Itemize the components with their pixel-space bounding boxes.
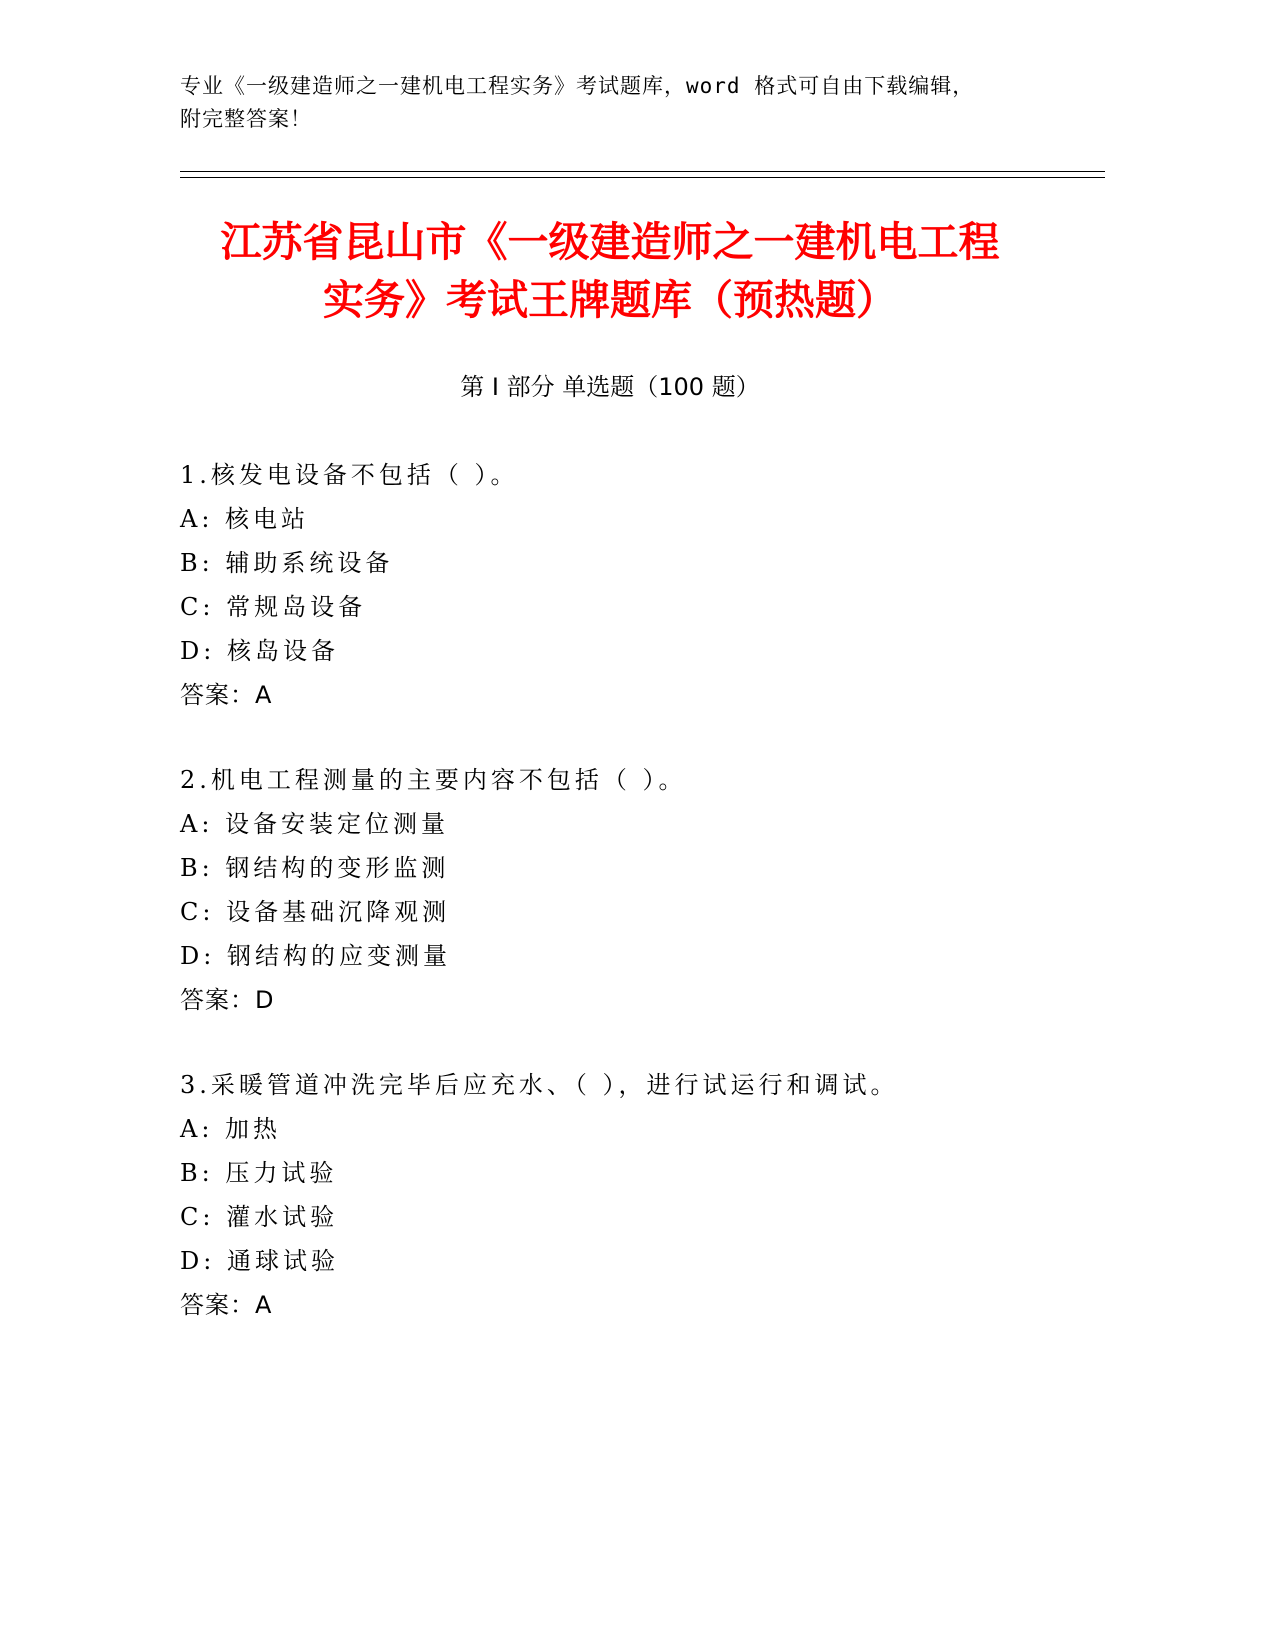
document-title <box>160 213 1060 329</box>
question-stem: 1.核发电设备不包括（ ）。 <box>180 461 519 489</box>
header-note-line-2: 附完整答案！ <box>180 107 312 131</box>
header-divider-bottom <box>180 177 1105 178</box>
question-block <box>180 453 1080 717</box>
answer-label: 答案：D <box>180 986 275 1014</box>
option-a: A: 核电站 <box>180 505 310 533</box>
header-divider-top <box>180 171 1105 172</box>
answer-label: 答案：A <box>180 681 273 709</box>
option-b: B: 压力试验 <box>180 1159 338 1187</box>
option-b: B: 钢结构的变形监测 <box>180 854 450 882</box>
answer-label: 答案：A <box>180 1291 273 1319</box>
header-note <box>180 70 1040 136</box>
option-c: C: 常规岛设备 <box>180 593 367 621</box>
option-d: D: 通球试验 <box>180 1247 339 1275</box>
option-a: A: 设备安装定位测量 <box>180 810 450 838</box>
document-title-line-1: 江苏省昆山市《一级建造师之一建机电工程 <box>220 218 1000 266</box>
option-d: D: 核岛设备 <box>180 637 339 665</box>
question-stem: 2.机电工程测量的主要内容不包括（ ）。 <box>180 766 687 794</box>
question-block <box>180 758 1080 1022</box>
section-heading: 第 I 部分 单选题（100 题） <box>460 373 760 401</box>
question-stem: 3.采暖管道冲洗完毕后应充水、（ ），进行试运行和调试。 <box>180 1071 899 1099</box>
option-b: B: 辅助系统设备 <box>180 549 394 577</box>
option-c: C: 灌水试验 <box>180 1203 339 1231</box>
question-block <box>180 1063 1080 1327</box>
document-title-line-2: 实务》考试王牌题库（预热题） <box>323 276 897 324</box>
option-d: D: 钢结构的应变测量 <box>180 942 451 970</box>
option-a: A: 加热 <box>180 1115 282 1143</box>
header-note-line-1: 专业《一级建造师之一建机电工程实务》考试题库，word 格式可自由下载编辑， <box>180 74 975 98</box>
option-c: C: 设备基础沉降观测 <box>180 898 451 926</box>
